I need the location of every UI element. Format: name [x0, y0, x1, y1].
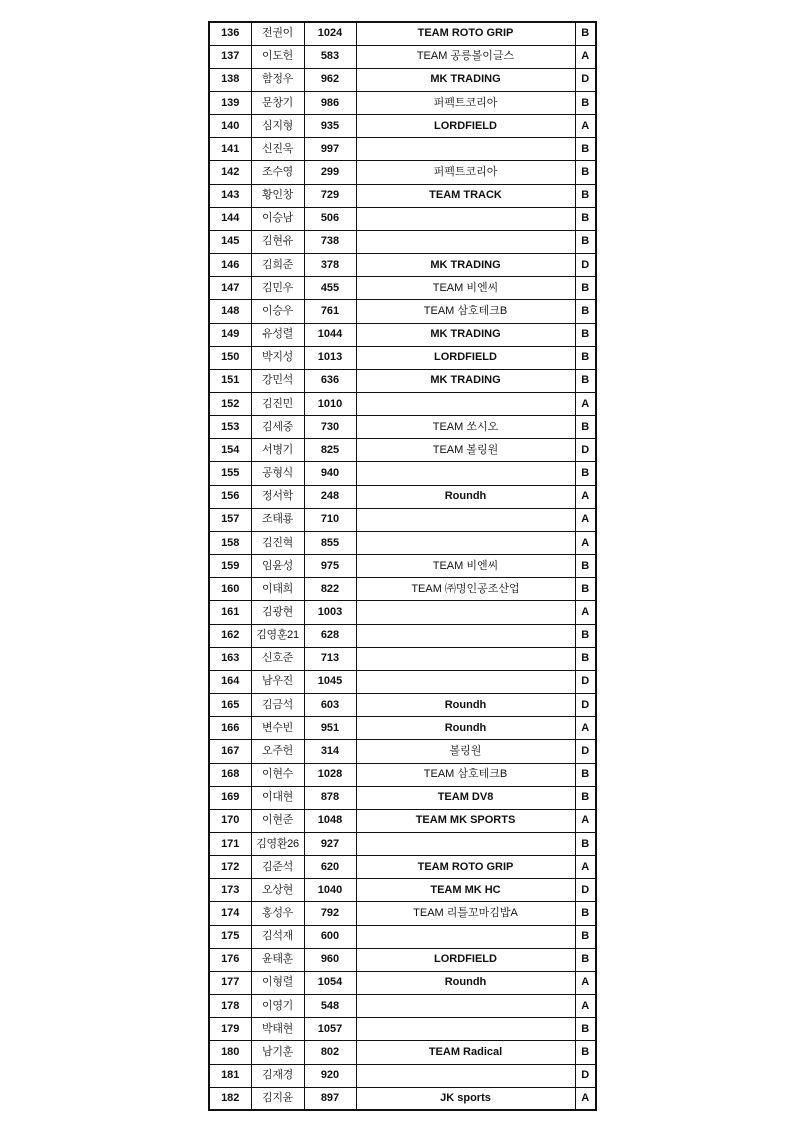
table-row	[209, 184, 596, 207]
group-grade-cell: A	[575, 601, 596, 624]
entry-number-cell: 146	[209, 254, 251, 277]
player-name-cell: 김금석	[251, 694, 304, 717]
group-grade-cell: B	[575, 902, 596, 925]
player-name-cell: 이승우	[251, 300, 304, 323]
group-grade-cell: B	[575, 300, 596, 323]
group-grade-cell: B	[575, 161, 596, 184]
team-name-cell	[356, 624, 575, 647]
team-name-cell	[356, 647, 575, 670]
entry-number-cell: 164	[209, 670, 251, 693]
entry-number-cell: 169	[209, 786, 251, 809]
group-grade-cell: A	[575, 508, 596, 531]
team-name-cell	[356, 230, 575, 253]
entry-number-cell: 147	[209, 277, 251, 300]
team-name-cell: Roundh	[356, 485, 575, 508]
table-row	[209, 578, 596, 601]
entry-number-cell: 165	[209, 694, 251, 717]
member-id-cell: 927	[304, 832, 356, 855]
entry-number-cell: 175	[209, 925, 251, 948]
entry-number-cell: 176	[209, 948, 251, 971]
team-name-cell: 퍼펙트코리아	[356, 91, 575, 114]
table-row	[209, 300, 596, 323]
table-row	[209, 277, 596, 300]
table-row	[209, 670, 596, 693]
table-row	[209, 254, 596, 277]
member-id-cell: 248	[304, 485, 356, 508]
team-name-cell: TEAM 공릉볼이글스	[356, 45, 575, 68]
member-id-cell: 1028	[304, 763, 356, 786]
roster-table-body	[209, 22, 596, 1110]
player-name-cell: 변수빈	[251, 717, 304, 740]
player-name-cell: 이현수	[251, 763, 304, 786]
table-row	[209, 1018, 596, 1041]
member-id-cell: 1057	[304, 1018, 356, 1041]
group-grade-cell: B	[575, 948, 596, 971]
group-grade-cell: B	[575, 832, 596, 855]
table-row	[209, 763, 596, 786]
player-name-cell: 정서학	[251, 485, 304, 508]
team-name-cell: TEAM MK SPORTS	[356, 809, 575, 832]
member-id-cell: 878	[304, 786, 356, 809]
table-row	[209, 68, 596, 91]
group-grade-cell: B	[575, 786, 596, 809]
team-name-cell: TEAM 리틀꼬마김밥A	[356, 902, 575, 925]
table-row	[209, 91, 596, 114]
member-id-cell: 378	[304, 254, 356, 277]
member-id-cell: 825	[304, 439, 356, 462]
player-name-cell: 이대현	[251, 786, 304, 809]
group-grade-cell: A	[575, 531, 596, 554]
entry-number-cell: 138	[209, 68, 251, 91]
player-name-cell: 김영환26	[251, 832, 304, 855]
group-grade-cell: B	[575, 138, 596, 161]
group-grade-cell: B	[575, 647, 596, 670]
member-id-cell: 636	[304, 369, 356, 392]
group-grade-cell: A	[575, 995, 596, 1018]
group-grade-cell: B	[575, 207, 596, 230]
team-name-cell: LORDFIELD	[356, 948, 575, 971]
team-name-cell: MK TRADING	[356, 323, 575, 346]
table-row	[209, 809, 596, 832]
group-grade-cell: D	[575, 68, 596, 91]
entry-number-cell: 160	[209, 578, 251, 601]
member-id-cell: 548	[304, 995, 356, 1018]
table-row	[209, 161, 596, 184]
member-id-cell: 1045	[304, 670, 356, 693]
group-grade-cell: A	[575, 45, 596, 68]
member-id-cell: 738	[304, 230, 356, 253]
player-name-cell: 김세중	[251, 416, 304, 439]
entry-number-cell: 159	[209, 555, 251, 578]
team-name-cell: TEAM 비엔씨	[356, 555, 575, 578]
group-grade-cell: B	[575, 555, 596, 578]
group-grade-cell: A	[575, 971, 596, 994]
entry-number-cell: 154	[209, 439, 251, 462]
team-name-cell: TEAM DV8	[356, 786, 575, 809]
player-name-cell: 김현유	[251, 230, 304, 253]
entry-number-cell: 145	[209, 230, 251, 253]
team-name-cell	[356, 601, 575, 624]
member-id-cell: 1040	[304, 879, 356, 902]
team-name-cell	[356, 393, 575, 416]
team-name-cell: TEAM ROTO GRIP	[356, 22, 575, 45]
player-name-cell: 조수영	[251, 161, 304, 184]
group-grade-cell: B	[575, 624, 596, 647]
entry-number-cell: 170	[209, 809, 251, 832]
member-id-cell: 822	[304, 578, 356, 601]
member-id-cell: 960	[304, 948, 356, 971]
member-id-cell: 986	[304, 91, 356, 114]
player-name-cell: 조태룡	[251, 508, 304, 531]
entry-number-cell: 140	[209, 115, 251, 138]
team-name-cell: MK TRADING	[356, 254, 575, 277]
member-id-cell: 940	[304, 462, 356, 485]
entry-number-cell: 179	[209, 1018, 251, 1041]
group-grade-cell: B	[575, 416, 596, 439]
team-name-cell	[356, 1018, 575, 1041]
group-grade-cell: B	[575, 277, 596, 300]
table-row	[209, 902, 596, 925]
team-name-cell: MK TRADING	[356, 68, 575, 91]
team-name-cell: LORDFIELD	[356, 115, 575, 138]
player-name-cell: 이현준	[251, 809, 304, 832]
group-grade-cell: A	[575, 809, 596, 832]
player-name-cell: 홍성우	[251, 902, 304, 925]
team-name-cell: TEAM ROTO GRIP	[356, 856, 575, 879]
team-name-cell	[356, 832, 575, 855]
entry-number-cell: 162	[209, 624, 251, 647]
player-name-cell: 공형식	[251, 462, 304, 485]
table-row	[209, 925, 596, 948]
group-grade-cell: B	[575, 184, 596, 207]
member-id-cell: 1044	[304, 323, 356, 346]
team-name-cell: TEAM 쏘시오	[356, 416, 575, 439]
player-name-cell: 박태현	[251, 1018, 304, 1041]
entry-number-cell: 180	[209, 1041, 251, 1064]
table-row	[209, 555, 596, 578]
table-row	[209, 717, 596, 740]
team-name-cell: TEAM TRACK	[356, 184, 575, 207]
player-name-cell: 김광현	[251, 601, 304, 624]
table-row	[209, 694, 596, 717]
table-row	[209, 624, 596, 647]
table-row	[209, 832, 596, 855]
table-row	[209, 439, 596, 462]
member-id-cell: 455	[304, 277, 356, 300]
member-id-cell: 1003	[304, 601, 356, 624]
table-row	[209, 416, 596, 439]
player-name-cell: 이승남	[251, 207, 304, 230]
player-name-cell: 김석재	[251, 925, 304, 948]
member-id-cell: 600	[304, 925, 356, 948]
group-grade-cell: A	[575, 485, 596, 508]
member-id-cell: 1013	[304, 346, 356, 369]
table-row	[209, 995, 596, 1018]
player-name-cell: 김준석	[251, 856, 304, 879]
team-name-cell: TEAM 비엔씨	[356, 277, 575, 300]
player-name-cell: 김희준	[251, 254, 304, 277]
player-name-cell: 김지윤	[251, 1087, 304, 1110]
player-name-cell: 유성렬	[251, 323, 304, 346]
member-id-cell: 997	[304, 138, 356, 161]
member-id-cell: 951	[304, 717, 356, 740]
table-row	[209, 879, 596, 902]
entry-number-cell: 137	[209, 45, 251, 68]
entry-number-cell: 153	[209, 416, 251, 439]
entry-number-cell: 172	[209, 856, 251, 879]
entry-number-cell: 139	[209, 91, 251, 114]
team-name-cell: Roundh	[356, 717, 575, 740]
player-name-cell: 윤태훈	[251, 948, 304, 971]
entry-number-cell: 167	[209, 740, 251, 763]
table-row	[209, 1087, 596, 1110]
table-row	[209, 740, 596, 763]
entry-number-cell: 168	[209, 763, 251, 786]
group-grade-cell: B	[575, 369, 596, 392]
team-name-cell: 볼링원	[356, 740, 575, 763]
group-grade-cell: B	[575, 91, 596, 114]
entry-number-cell: 149	[209, 323, 251, 346]
table-row	[209, 207, 596, 230]
team-name-cell	[356, 462, 575, 485]
group-grade-cell: A	[575, 115, 596, 138]
entry-number-cell: 143	[209, 184, 251, 207]
team-name-cell: TEAM 볼링원	[356, 439, 575, 462]
member-id-cell: 710	[304, 508, 356, 531]
entry-number-cell: 157	[209, 508, 251, 531]
member-id-cell: 729	[304, 184, 356, 207]
roster-table	[208, 21, 597, 1111]
team-name-cell: TEAM Radical	[356, 1041, 575, 1064]
group-grade-cell: D	[575, 254, 596, 277]
group-grade-cell: B	[575, 763, 596, 786]
player-name-cell: 함정우	[251, 68, 304, 91]
group-grade-cell: D	[575, 740, 596, 763]
group-grade-cell: B	[575, 22, 596, 45]
table-row	[209, 230, 596, 253]
member-id-cell: 855	[304, 531, 356, 554]
team-name-cell	[356, 925, 575, 948]
table-row	[209, 1041, 596, 1064]
table-row	[209, 948, 596, 971]
member-id-cell: 962	[304, 68, 356, 91]
table-row	[209, 508, 596, 531]
member-id-cell: 792	[304, 902, 356, 925]
player-name-cell: 남기훈	[251, 1041, 304, 1064]
entry-number-cell: 142	[209, 161, 251, 184]
group-grade-cell: B	[575, 1018, 596, 1041]
group-grade-cell: A	[575, 1087, 596, 1110]
member-id-cell: 897	[304, 1087, 356, 1110]
member-id-cell: 1024	[304, 22, 356, 45]
table-row	[209, 971, 596, 994]
group-grade-cell: B	[575, 925, 596, 948]
member-id-cell: 975	[304, 555, 356, 578]
table-row	[209, 601, 596, 624]
group-grade-cell: B	[575, 578, 596, 601]
group-grade-cell: D	[575, 879, 596, 902]
member-id-cell: 506	[304, 207, 356, 230]
team-name-cell	[356, 995, 575, 1018]
player-name-cell: 김진혁	[251, 531, 304, 554]
player-name-cell: 오상현	[251, 879, 304, 902]
member-id-cell: 935	[304, 115, 356, 138]
team-name-cell	[356, 138, 575, 161]
group-grade-cell: B	[575, 1041, 596, 1064]
team-name-cell	[356, 670, 575, 693]
entry-number-cell: 155	[209, 462, 251, 485]
team-name-cell: TEAM 삼호테크B	[356, 763, 575, 786]
player-name-cell: 남우진	[251, 670, 304, 693]
entry-number-cell: 182	[209, 1087, 251, 1110]
member-id-cell: 1048	[304, 809, 356, 832]
table-row	[209, 786, 596, 809]
player-name-cell: 김진민	[251, 393, 304, 416]
member-id-cell: 1054	[304, 971, 356, 994]
table-row	[209, 485, 596, 508]
team-name-cell	[356, 508, 575, 531]
player-name-cell: 서병기	[251, 439, 304, 462]
table-row	[209, 22, 596, 45]
entry-number-cell: 152	[209, 393, 251, 416]
member-id-cell: 603	[304, 694, 356, 717]
entry-number-cell: 161	[209, 601, 251, 624]
player-name-cell: 전권이	[251, 22, 304, 45]
entry-number-cell: 158	[209, 531, 251, 554]
team-name-cell	[356, 207, 575, 230]
team-name-cell: JK sports	[356, 1087, 575, 1110]
player-name-cell: 김재경	[251, 1064, 304, 1087]
table-row	[209, 369, 596, 392]
team-name-cell	[356, 531, 575, 554]
group-grade-cell: A	[575, 717, 596, 740]
group-grade-cell: B	[575, 323, 596, 346]
member-id-cell: 713	[304, 647, 356, 670]
member-id-cell: 802	[304, 1041, 356, 1064]
table-row	[209, 346, 596, 369]
table-row	[209, 1064, 596, 1087]
player-name-cell: 강민석	[251, 369, 304, 392]
team-name-cell	[356, 1064, 575, 1087]
entry-number-cell: 174	[209, 902, 251, 925]
team-name-cell: TEAM 삼호테크B	[356, 300, 575, 323]
table-row	[209, 323, 596, 346]
player-name-cell: 이도헌	[251, 45, 304, 68]
entry-number-cell: 141	[209, 138, 251, 161]
player-name-cell: 김민우	[251, 277, 304, 300]
entry-number-cell: 178	[209, 995, 251, 1018]
player-name-cell: 이영기	[251, 995, 304, 1018]
entry-number-cell: 177	[209, 971, 251, 994]
player-name-cell: 신진욱	[251, 138, 304, 161]
table-row	[209, 138, 596, 161]
member-id-cell: 730	[304, 416, 356, 439]
entry-number-cell: 156	[209, 485, 251, 508]
player-name-cell: 박지성	[251, 346, 304, 369]
team-name-cell: Roundh	[356, 694, 575, 717]
team-name-cell: MK TRADING	[356, 369, 575, 392]
entry-number-cell: 144	[209, 207, 251, 230]
entry-number-cell: 181	[209, 1064, 251, 1087]
table-row	[209, 856, 596, 879]
table-row	[209, 393, 596, 416]
player-name-cell: 황인창	[251, 184, 304, 207]
table-row	[209, 115, 596, 138]
group-grade-cell: A	[575, 393, 596, 416]
group-grade-cell: B	[575, 462, 596, 485]
player-name-cell: 이태희	[251, 578, 304, 601]
member-id-cell: 920	[304, 1064, 356, 1087]
entry-number-cell: 173	[209, 879, 251, 902]
player-name-cell: 임윤성	[251, 555, 304, 578]
team-name-cell: Roundh	[356, 971, 575, 994]
team-name-cell: TEAM ㈜명인공조산업	[356, 578, 575, 601]
group-grade-cell: D	[575, 1064, 596, 1087]
group-grade-cell: A	[575, 856, 596, 879]
player-name-cell: 김영훈21	[251, 624, 304, 647]
entry-number-cell: 150	[209, 346, 251, 369]
member-id-cell: 314	[304, 740, 356, 763]
member-id-cell: 628	[304, 624, 356, 647]
entry-number-cell: 136	[209, 22, 251, 45]
entry-number-cell: 171	[209, 832, 251, 855]
group-grade-cell: B	[575, 230, 596, 253]
team-name-cell: 퍼펙트코리아	[356, 161, 575, 184]
group-grade-cell: D	[575, 670, 596, 693]
member-id-cell: 620	[304, 856, 356, 879]
member-id-cell: 1010	[304, 393, 356, 416]
table-row	[209, 647, 596, 670]
team-name-cell: TEAM MK HC	[356, 879, 575, 902]
table-row	[209, 45, 596, 68]
table-row	[209, 462, 596, 485]
table-row	[209, 531, 596, 554]
entry-number-cell: 166	[209, 717, 251, 740]
entry-number-cell: 163	[209, 647, 251, 670]
group-grade-cell: B	[575, 346, 596, 369]
member-id-cell: 761	[304, 300, 356, 323]
group-grade-cell: D	[575, 439, 596, 462]
team-name-cell: LORDFIELD	[356, 346, 575, 369]
player-name-cell: 심지형	[251, 115, 304, 138]
player-name-cell: 오주헌	[251, 740, 304, 763]
group-grade-cell: D	[575, 694, 596, 717]
player-name-cell: 문창기	[251, 91, 304, 114]
player-name-cell: 신호준	[251, 647, 304, 670]
player-name-cell: 이형렬	[251, 971, 304, 994]
member-id-cell: 299	[304, 161, 356, 184]
entry-number-cell: 148	[209, 300, 251, 323]
entry-number-cell: 151	[209, 369, 251, 392]
member-id-cell: 583	[304, 45, 356, 68]
